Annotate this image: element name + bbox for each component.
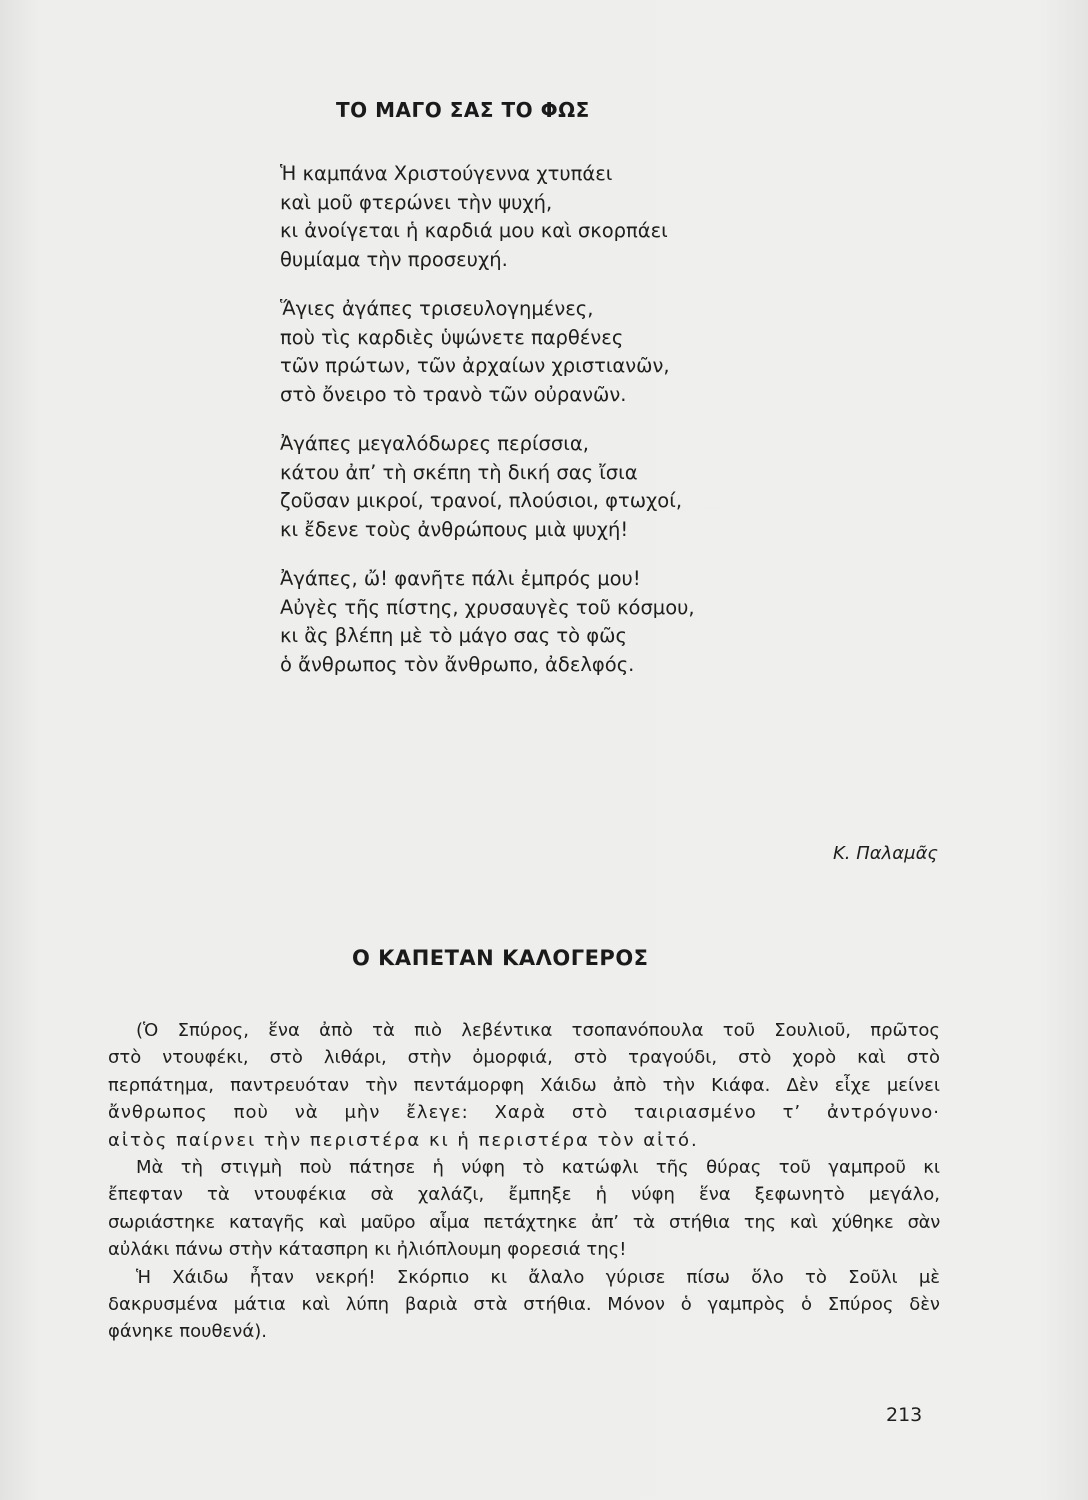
story-title: Ο ΚΑΠΕΤΑΝ ΚΑΛΟΓΕΡΟΣ [352,946,649,970]
story-line: δακρυσμένα μάτια καὶ λύπη βαριὰ στὰ στήθια. Μόνον ὁ γαμπρὸς ὁ Σπύρος δὲν [108,1294,940,1316]
poem-author: Κ. Παλαμᾶς [832,843,938,864]
poem-line: θυμίαμα τὴν προσευχή. [280,247,508,271]
poem-line: Ἡ καμπάνα Χριστούγεννα χτυπάει [280,162,613,185]
poem-line: Ἀγάπες, ὤ! φανῆτε πάλι ἐμπρός μου! [280,567,641,590]
story-body [108,1017,940,1346]
story-line: στὸ ντουφέκι, στὸ λιθάρι, στὴν ὀμορφιά, στὸ τραγούδι, στὸ χορὸ καὶ στὸ [108,1047,940,1069]
poem-line: ὁ ἄνθρωπος τὸν ἄνθρωπο, ἀδελφός. [280,652,635,676]
poem-line: κι ἀνοίγεται ἡ καρδιά μου καὶ σκορπάει [280,219,668,242]
poem-line: κάτου ἀπ’ τὴ σκέπη τὴ δική σας ἴσια [280,460,638,484]
poem-stanza [280,430,800,544]
poem-line: τῶν πρώτων, τῶν ἀρχαίων χριστιανῶν, [280,354,670,377]
poem-body [280,160,800,700]
story-line: περπάτημα, παντρευόταν τὴν πεντάμορφη Χάιδω ἀπὸ τὴν Κιάφα. Δὲν εἶχε μείνει [108,1074,940,1096]
poem-line: Ἀγάπες μεγαλόδωρες περίσσια, [280,432,589,455]
poem-line: ζοῦσαν μικροί, τρανοί, πλούσιοι, φτωχοί, [280,489,683,512]
poem-title: ΤΟ ΜΑΓΟ ΣΑΣ ΤΟ ΦΩΣ [336,98,590,122]
poem-line: Ἅγιες ἀγάπες τρισευλογημένες, [280,297,594,320]
story-line: ἔπεφταν τὰ ντουφέκια σὰ χαλάζι, ἔμπηξε ἡ νύφη ἕνα ξεφωνητὸ μεγάλο, [108,1184,940,1206]
story-line: σωριάστηκε καταγῆς καὶ μαῦρο αἷμα πετάχτηκε ἀπ’ τὰ στήθια της καὶ χύθηκε σὰν [108,1211,940,1233]
story-line: (Ὁ Σπύρος, ἕνα ἀπὸ τὰ πιὸ λεβέντικα τσοπανόπουλα τοῦ Σουλιοῦ, πρῶτος [136,1020,940,1041]
poem-line: ποὺ τὶς καρδιὲς ὑψώνετε παρθένες [280,325,624,349]
poem-line: κι ἔδενε τοὺς ἀνθρώπους μιὰ ψυχή! [280,517,629,541]
poem-stanza [280,565,800,679]
page-number: 213 [886,1404,923,1426]
poem-line: καὶ μοῦ φτερώνει τὴν ψυχή, [280,190,553,214]
story-line: φάνηκε πουθενά). [108,1321,267,1343]
poem-stanza [280,160,800,274]
story-paragraph [108,1264,940,1346]
poem-line: κι ἂς βλέπη μὲ τὸ μάγο σας τὸ φῶς [280,624,627,647]
poem-stanza [280,295,800,409]
story-paragraph [108,1017,940,1154]
story-paragraph [108,1154,940,1264]
story-line: Ἡ Χάιδω ἦταν νεκρή! Σκόρπιο κι ἄλαλο γύρισε πίσω ὅλο τὸ Σοῦλι μὲ [136,1266,940,1288]
story-line: ἄνθρωπος ποὺ νὰ μὴν ἔλεγε: Χαρὰ στὸ ταιριασμένο τ’ ἀντρόγυνο· [108,1102,940,1124]
story-line: αἰτὸς παίρνει τὴν περιστέρα κι ἡ περιστέρα τὸν αἰτό. [108,1129,699,1151]
story-line: αὐλάκι πάνω στὴν κάτασπρη κι ἠλιόπλουμη φορεσιά της! [108,1239,627,1261]
story-line: Μὰ τὴ στιγμὴ ποὺ πάτησε ἡ νύφη τὸ κατώφλι τῆς θύρας τοῦ γαμπροῦ κι [136,1157,940,1179]
poem-line: Αὐγὲς τῆς πίστης, χρυσαυγὲς τοῦ κόσμου, [280,595,695,619]
poem-line: στὸ ὄνειρο τὸ τρανὸ τῶν οὐρανῶν. [280,382,627,406]
